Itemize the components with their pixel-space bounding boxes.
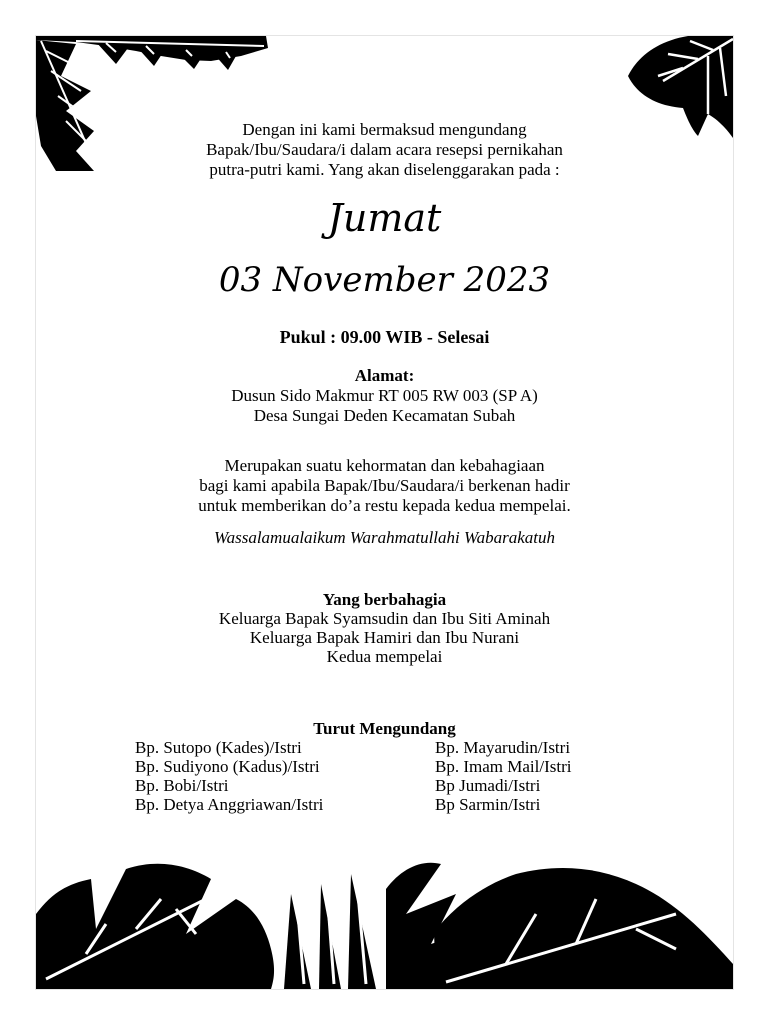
honor-text: [36, 456, 733, 516]
honor-line: untuk memberikan do’a restu kepada kedua mempelai.: [198, 496, 571, 515]
co-inviters-heading: Turut Mengundang: [313, 719, 456, 738]
hosts-line: Keluarga Bapak Hamiri dan Ibu Nurani: [249, 628, 520, 647]
co-inviters-left-column: [135, 738, 323, 814]
intro-line: Bapak/Ibu/Saudara/i dalam acara resepsi pernikahan: [206, 140, 563, 159]
intro-text: [36, 120, 733, 180]
co-inviter-name: Bp. Mayarudin/Istri: [435, 738, 571, 757]
address-line: Desa Sungai Deden Kecamatan Subah: [253, 406, 516, 425]
co-inviter-name: Bp. Sutopo (Kades)/Istri: [135, 738, 302, 757]
intro-line: putra-putri kami. Yang akan diselenggarakan pada :: [209, 160, 560, 179]
monstera-leaves-bottom-icon: [36, 854, 733, 989]
co-inviters-right-column: [435, 738, 571, 814]
address-line: Dusun Sido Makmur RT 005 RW 003 (SP A): [231, 386, 538, 405]
invitation-card: [35, 35, 734, 990]
co-inviter-name: Bp. Sudiyono (Kadus)/Istri: [135, 757, 320, 776]
intro-line: Dengan ini kami bermaksud mengundang: [242, 120, 527, 139]
hosts-heading: Yang berbahagia: [322, 590, 447, 609]
co-inviter-name: Bp. Imam Mail/Istri: [435, 757, 572, 776]
event-date: 03 November 2023: [218, 260, 551, 300]
co-inviter-name: Bp. Detya Anggriawan/Istri: [135, 795, 324, 814]
honor-line: bagi kami apabila Bapak/Ibu/Saudara/i berkenan hadir: [199, 476, 570, 495]
co-inviter-name: Bp. Bobi/Istri: [135, 776, 229, 795]
closing-greeting: Wassalamualaikum Warahmatullahi Wabarakatuh: [214, 528, 555, 547]
co-inviter-name: Bp Jumadi/Istri: [435, 776, 541, 795]
hosts-section: [36, 590, 733, 666]
honor-line: Merupakan suatu kehormatan dan kebahagiaan: [224, 456, 545, 475]
hosts-line: Keluarga Bapak Syamsudin dan Ibu Siti Aminah: [218, 609, 551, 628]
address-section: [36, 366, 733, 426]
address-heading: Alamat:: [354, 366, 415, 385]
hosts-line: Kedua mempelai: [326, 647, 443, 666]
co-inviter-name: Bp Sarmin/Istri: [435, 795, 541, 814]
event-time: Pukul : 09.00 WIB - Selesai: [279, 327, 490, 347]
event-day: Jumat: [327, 196, 442, 240]
